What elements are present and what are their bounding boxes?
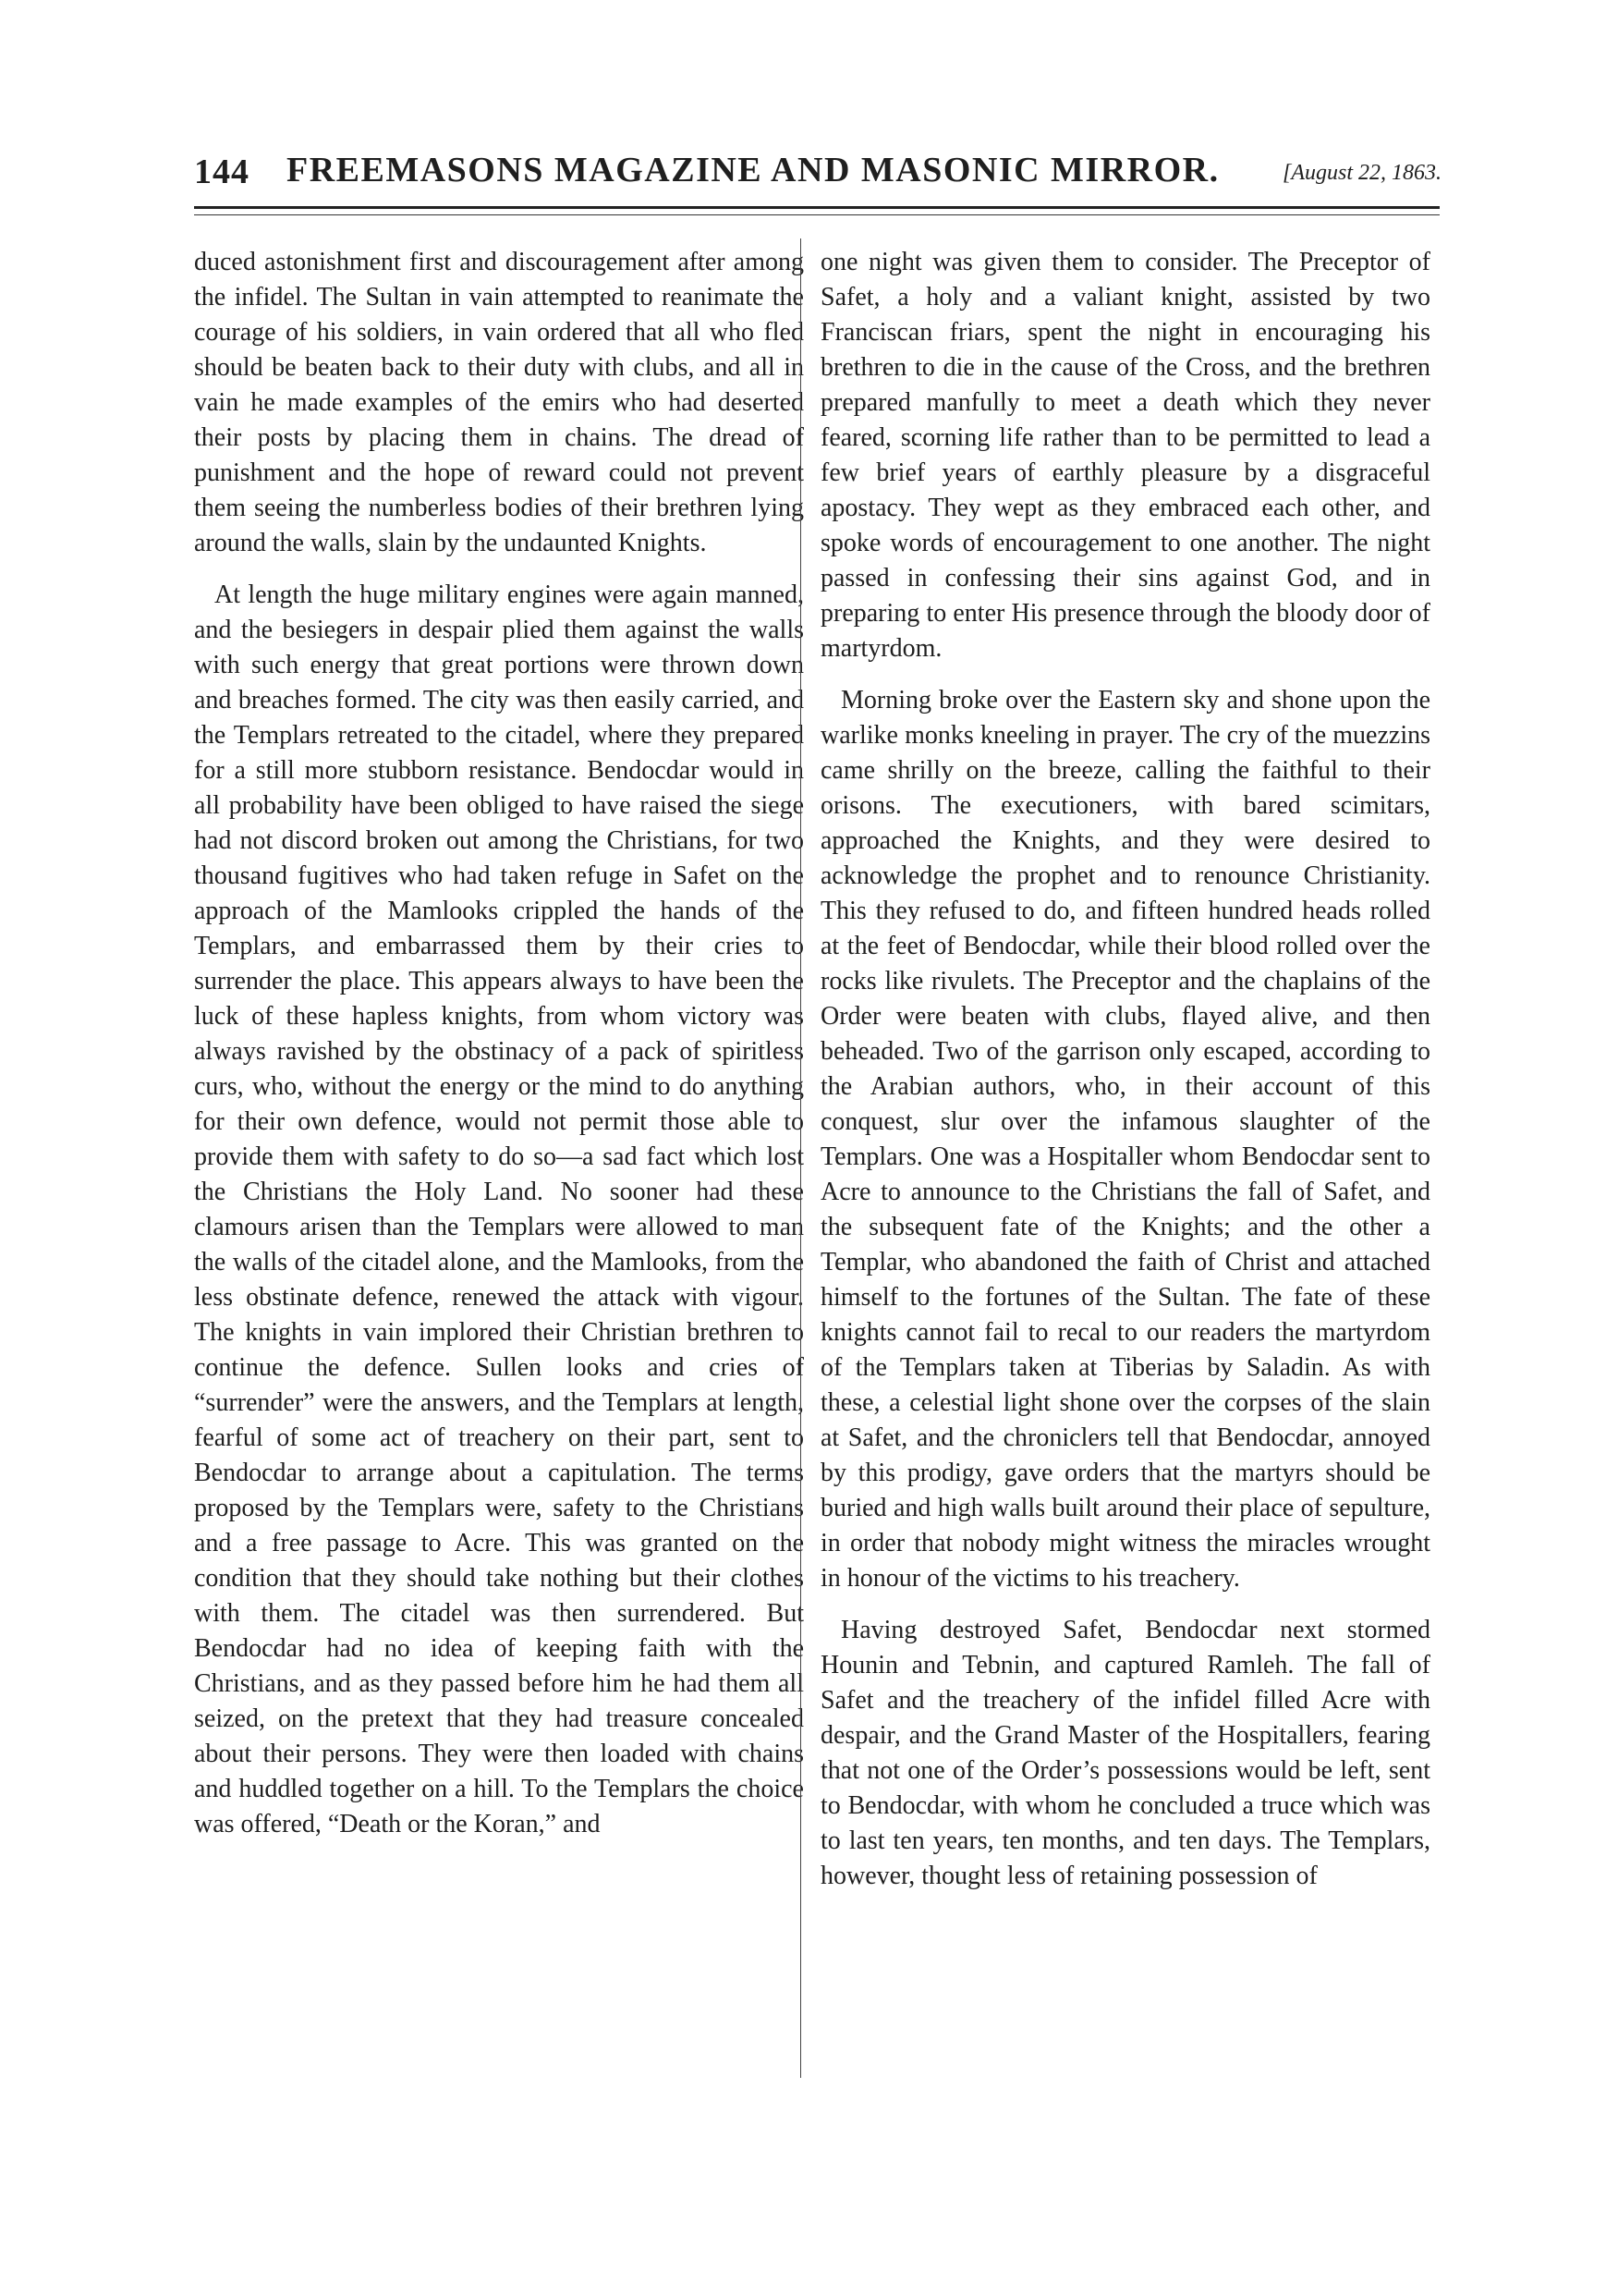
left-column	[194, 245, 804, 2140]
page-number: 144	[194, 153, 249, 191]
paragraph: At length the huge military engines were again manned, and the besiegers in despair plied them against the walls with such energy that great portions were thrown down and breaches formed. The city was then easily carried, and the Templars retreated to the citadel, where they prepared for a still more stubborn resistance. Bendocdar would in all probability have been obliged to have raised the siege had not discord broken out among the Christians, for two thousand fugitives who had taken refuge in Safet on the approach of the Mamlooks crippled the hands of the Templars, and embarrassed them by their cries to surrender the place. This appears always to have been the luck of these hapless knights, from whom victory was always ravished by the obstinacy of a pack of spiritless curs, who, without the energy or the mind to do anything for their own defence, would not permit those able to provide them with safety to do so—a sad fact which lost the Christians the Holy Land. No sooner had these clamours arisen than the Templars were allowed to man the walls of the citadel alone, and the Mamlooks, from the less obstinate defence, renewed the attack with vigour. The knights in vain implored their Christian brethren to continue the defence. Sullen looks and cries of “surrender” were the answers, and the Templars at length, fearful of some act of treachery on their part, sent to Bendocdar to arrange about a capitulation. The terms proposed by the Templars were, safety to the Christians and a free passage to Acre. This was granted on the condition that they should take nothing but their clothes with them. The citadel was then surrendered. But Bendocdar had no idea of keeping faith with the Christians, and as they passed before him he had them all seized, on the pretext that they had treasure concealed about their persons. They were then loaded with chains and huddled together on a hill. To the Templars the choice was offered, “Death or the Koran,” and	[194, 580, 804, 1838]
right-column	[821, 245, 1430, 2140]
paragraph: Morning broke over the Eastern sky and shone upon the warlike monks kneeling in prayer. The cry of the muezzins came shrilly on the breeze, calling the faithful to their orisons. The executioners, with bared scimitars, approached the Knights, and they were desired to acknowledge the prophet and to renounce Christianity. This they refused to do, and fifteen hundred heads rolled at the feet of Bendocdar, while their blood rolled over the rocks like rivulets. The Preceptor and the chaplains of the Order were beaten with clubs, flayed alive, and then beheaded. Two of the garrison only escaped, according to the Arabian authors, who, in their account of this conquest, slur over the infamous slaughter of the Templars. One was a Hospitaller whom Bendocdar sent to Acre to announce to the Christians the fall of Safet, and the subsequent fate of the Knights; and the other a Templar, who abandoned the faith of Christ and attached himself to the fortunes of the Sultan. The fate of these knights cannot fail to recal to our readers the martyrdom of the Templars taken at Tiberias by Saladin. As with these, a celestial light shone over the corpses of the slain at Safet, and the chroniclers tell that Bendocdar, annoyed by this prodigy, gave orders that the martyrs should be buried and high walls built around their place of sepulture, in order that nobody might witness the miracles wrought in honour of the victims to his treachery.	[821, 686, 1430, 1593]
header-rule-thin	[194, 214, 1440, 215]
header-rule	[194, 206, 1440, 209]
paragraph: duced astonishment first and discouragement after among the infidel. The Sultan in vain attempted to reanimate the courage of his soldiers, in vain ordered that all who fled should be beaten back to their duty with clubs, and all in vain he made examples of the emirs who had deserted their posts by placing them in chains. The dread of punishment and the hope of reward could not prevent them seeing the numberless bodies of their brethren lying around the walls, slain by the undaunted Knights.	[194, 248, 804, 557]
issue-date: [August 22, 1863.	[1282, 161, 1442, 185]
column-divider	[800, 238, 801, 2078]
page-header	[194, 146, 1442, 198]
paragraph: one night was given them to consider. The Preceptor of Safet, a holy and a valiant knight, assisted by two Franciscan friars, spent the night in encouraging his brethren to die in the cause of the Cross, and the brethren prepared manfully to meet a death which they never feared, scorning life rather than to be permitted to lead a few brief years of earthly pleasure by a disgraceful apostacy. They wept as they embraced each other, and spoke words of encouragement to one another. The night passed in confessing their sins against God, and in preparing to enter His presence through the bloody door of martyrdom.	[821, 248, 1430, 663]
paragraph: Having destroyed Safet, Bendocdar next stormed Hounin and Tebnin, and captured Ramleh. The fall of Safet and the treachery of the infidel filled Acre with despair, and the Grand Master of the Hospitallers, fearing that not one of the Order’s possessions would be left, sent to Bendocdar, with whom he concluded a truce which was to last ten years, ten months, and ten days. The Templars, however, thought less of retaining possession of	[821, 1616, 1430, 1890]
masthead-title: FREEMASONS MAGAZINE AND MASONIC MIRROR.	[286, 151, 1220, 189]
